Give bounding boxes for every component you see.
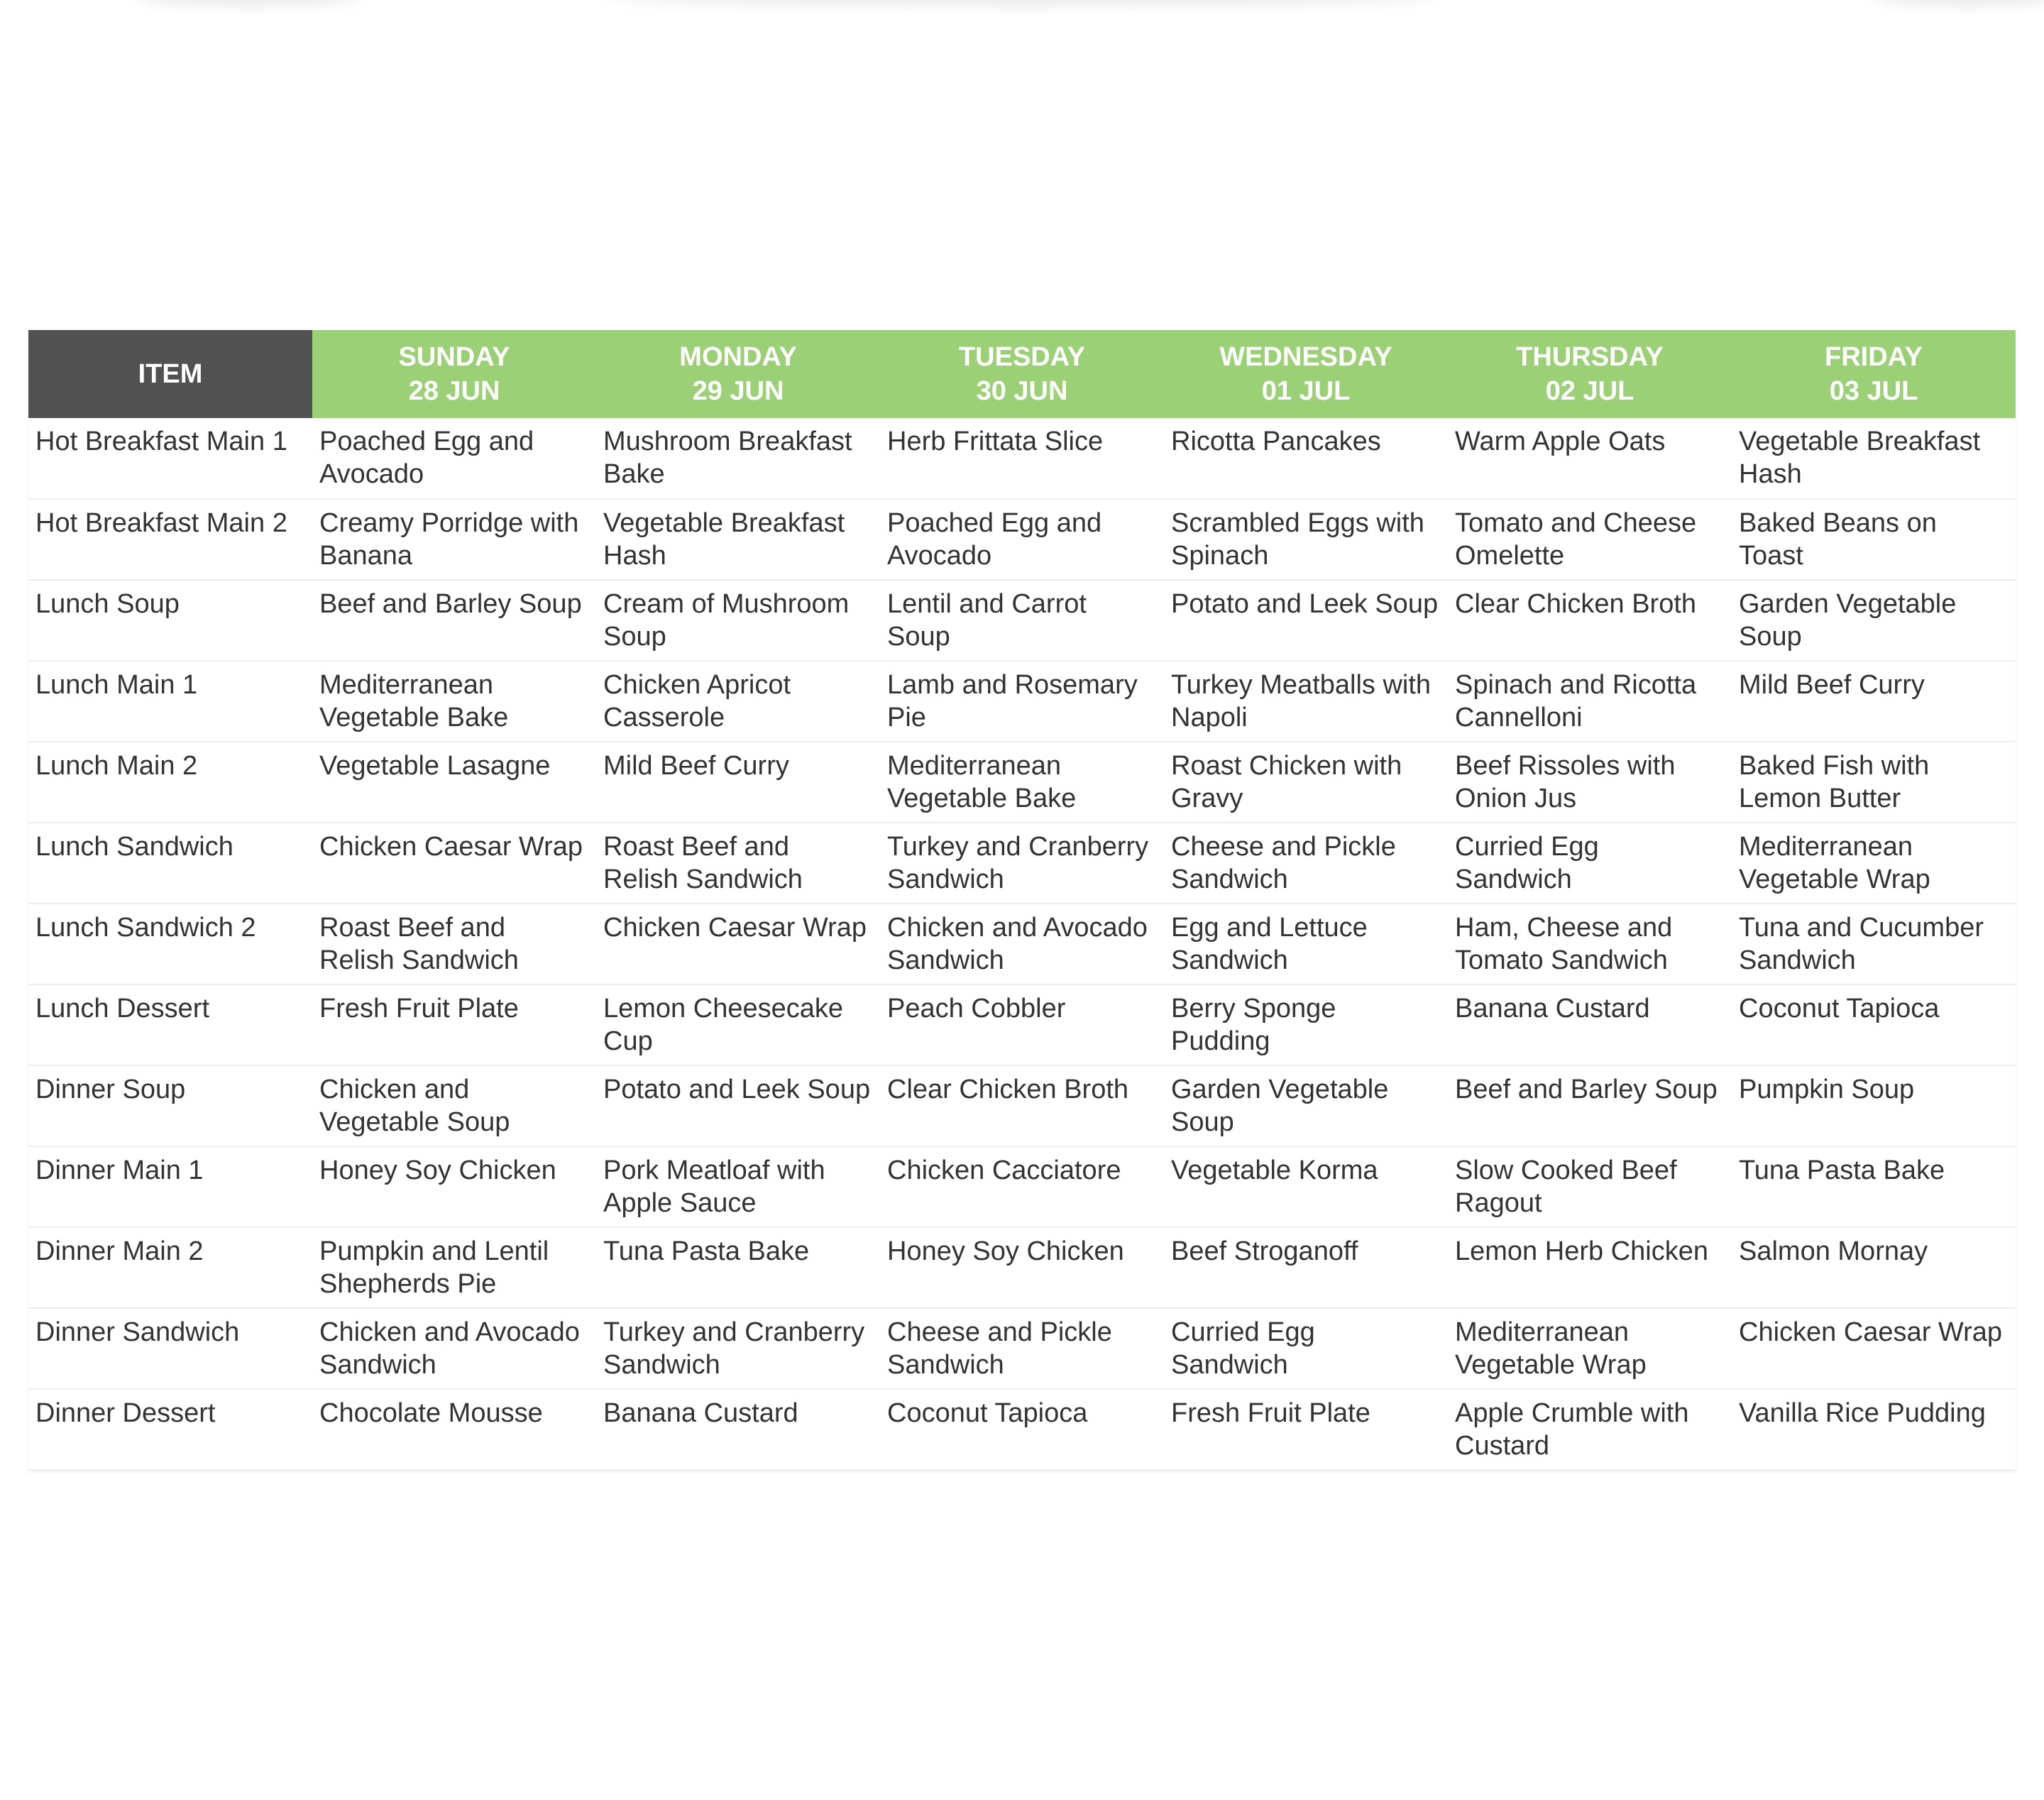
table-row xyxy=(28,499,2016,580)
menu-cell: Pumpkin Soup xyxy=(1732,1065,2016,1146)
menu-cell: Egg and Lettuce Sandwich xyxy=(1164,904,1448,984)
menu-cell: Chicken Caesar Wrap xyxy=(312,823,596,904)
table-row xyxy=(28,904,2016,984)
day-header-sunday xyxy=(312,330,596,418)
menu-cell: Herb Frittata Slice xyxy=(887,427,1104,456)
table-row xyxy=(28,984,2016,1065)
menu-cell: Salmon Mornay xyxy=(1732,1227,2016,1308)
menu-cell: Fresh Fruit Plate xyxy=(1164,1389,1448,1470)
menu-cell: Lemon Cheesecake Cup xyxy=(596,984,880,1065)
row-item-label: Dinner Soup xyxy=(28,1065,312,1146)
menu-cell: Honey Soy Chicken xyxy=(880,1227,1164,1308)
day-name: TUESDAY xyxy=(958,342,1086,372)
menu-cell: Mediterranean Vegetable Wrap xyxy=(1448,1308,1732,1389)
menu-cell: Beef Stroganoff xyxy=(1164,1227,1448,1308)
table-row xyxy=(28,1146,2016,1227)
menu-cell: Spinach and Ricotta Cannelloni xyxy=(1448,661,1732,742)
menu-cell: Turkey and Cranberry Sandwich xyxy=(596,1308,880,1389)
table-row xyxy=(28,661,2016,742)
menu-cell: Chicken and Vegetable Soup xyxy=(312,1065,596,1146)
menu-cell: Ham, Cheese and Tomato Sandwich xyxy=(1448,904,1732,984)
weekly-menu-table-container xyxy=(28,330,2016,1471)
table-row xyxy=(28,823,2016,904)
menu-cell: Berry Sponge Pudding xyxy=(1164,984,1448,1065)
menu-cell: Chicken Cacciatore xyxy=(880,1146,1164,1227)
menu-cell: Ricotta Pancakes xyxy=(1171,427,1381,456)
menu-cell: Banana Custard xyxy=(1448,984,1732,1065)
menu-cell: Chicken and Avocado Sandwich xyxy=(880,904,1164,984)
menu-cell: Lemon Herb Chicken xyxy=(1448,1227,1732,1308)
menu-cell: Mild Beef Curry xyxy=(1732,661,2016,742)
row-item-label: Dinner Main 1 xyxy=(28,1146,312,1227)
menu-cell: Chicken Caesar Wrap xyxy=(1732,1308,2016,1389)
day-date: 30 JUN xyxy=(976,376,1068,406)
menu-cell: Curried Egg Sandwich xyxy=(1164,1308,1448,1389)
menu-cell: Lentil and Carrot Soup xyxy=(880,580,1164,661)
day-name: MONDAY xyxy=(679,342,797,372)
menu-cell: Roast Chicken with Gravy xyxy=(1164,742,1448,823)
table-row xyxy=(28,1227,2016,1308)
menu-cell: Fresh Fruit Plate xyxy=(312,984,596,1065)
menu-table-body xyxy=(28,418,2016,1470)
menu-cell: Curried Egg Sandwich xyxy=(1448,823,1732,904)
menu-cell: Peach Cobbler xyxy=(880,984,1164,1065)
day-name: SUNDAY xyxy=(398,342,510,372)
menu-cell: Turkey Meatballs with Napoli xyxy=(1164,661,1448,742)
table-row xyxy=(28,742,2016,823)
menu-cell: Tuna Pasta Bake xyxy=(596,1227,880,1308)
menu-cell: Scrambled Eggs with Spinach xyxy=(1164,499,1448,580)
menu-cell: Chocolate Mousse xyxy=(312,1389,596,1470)
menu-cell: Tuna Pasta Bake xyxy=(1732,1146,2016,1227)
row-item-label: Hot Breakfast Main 1 xyxy=(35,427,287,456)
row-item-label: Lunch Main 1 xyxy=(28,661,312,742)
menu-cell: Poached Egg and Avocado xyxy=(319,427,534,489)
menu-cell: Potato and Leek Soup xyxy=(596,1065,880,1146)
menu-cell: Garden Vegetable Soup xyxy=(1732,580,2016,661)
table-row xyxy=(28,1389,2016,1470)
menu-cell: Turkey and Cranberry Sandwich xyxy=(880,823,1164,904)
menu-cell: Vegetable Breakfast Hash xyxy=(596,499,880,580)
menu-cell: Clear Chicken Broth xyxy=(880,1065,1164,1146)
day-header-monday xyxy=(596,330,880,418)
day-date: 29 JUN xyxy=(692,376,784,406)
menu-cell: Apple Crumble with Custard xyxy=(1448,1389,1732,1470)
day-name: THURSDAY xyxy=(1516,342,1664,372)
day-name: FRIDAY xyxy=(1825,342,1923,372)
day-header-wednesday xyxy=(1164,330,1448,418)
weekly-menu-table xyxy=(28,330,2016,1471)
menu-cell: Poached Egg and Avocado xyxy=(880,499,1164,580)
menu-cell: Mediterranean Vegetable Bake xyxy=(312,661,596,742)
menu-cell: Pumpkin and Lentil Shepherds Pie xyxy=(312,1227,596,1308)
menu-cell: Creamy Porridge with Banana xyxy=(312,499,596,580)
table-row xyxy=(28,580,2016,661)
row-item-label: Lunch Sandwich xyxy=(28,823,312,904)
row-item-label: Lunch Main 2 xyxy=(28,742,312,823)
menu-cell: Garden Vegetable Soup xyxy=(1164,1065,1448,1146)
menu-cell: Potato and Leek Soup xyxy=(1164,580,1448,661)
menu-cell: Cheese and Pickle Sandwich xyxy=(880,1308,1164,1389)
row-item-label: Dinner Dessert xyxy=(28,1389,312,1470)
menu-cell: Baked Fish with Lemon Butter xyxy=(1732,742,2016,823)
menu-cell: Lamb and Rosemary Pie xyxy=(880,661,1164,742)
menu-cell: Chicken Apricot Casserole xyxy=(596,661,880,742)
day-header-thursday xyxy=(1448,330,1732,418)
header-row xyxy=(28,330,2016,418)
day-header-friday xyxy=(1732,330,2016,418)
menu-cell: Tuna and Cucumber Sandwich xyxy=(1732,904,2016,984)
menu-cell: Slow Cooked Beef Ragout xyxy=(1448,1146,1732,1227)
menu-cell: Honey Soy Chicken xyxy=(312,1146,596,1227)
menu-cell: Coconut Tapioca xyxy=(1732,984,2016,1065)
menu-cell: Vegetable Korma xyxy=(1164,1146,1448,1227)
row-item-label: Dinner Main 2 xyxy=(28,1227,312,1308)
menu-cell: Clear Chicken Broth xyxy=(1448,580,1732,661)
table-row xyxy=(28,1308,2016,1389)
menu-cell: Baked Beans on Toast xyxy=(1732,499,2016,580)
menu-cell: Coconut Tapioca xyxy=(880,1389,1164,1470)
day-date: 03 JUL xyxy=(1829,376,1918,406)
menu-cell: Mediterranean Vegetable Bake xyxy=(880,742,1164,823)
row-item-label: Lunch Soup xyxy=(28,580,312,661)
menu-cell: Beef and Barley Soup xyxy=(1448,1065,1732,1146)
row-item-label: Lunch Sandwich 2 xyxy=(28,904,312,984)
menu-cell: Vegetable Breakfast Hash xyxy=(1739,427,1981,489)
menu-cell: Tomato and Cheese Omelette xyxy=(1448,499,1732,580)
day-date: 01 JUL xyxy=(1261,376,1351,406)
menu-cell: Cream of Mushroom Soup xyxy=(596,580,880,661)
menu-cell: Warm Apple Oats xyxy=(1455,427,1666,456)
menu-cell: Beef Rissoles with Onion Jus xyxy=(1448,742,1732,823)
menu-cell: Beef and Barley Soup xyxy=(312,580,596,661)
menu-cell: Mushroom Breakfast Bake xyxy=(603,427,852,489)
menu-cell: Pork Meatloaf with Apple Sauce xyxy=(596,1146,880,1227)
menu-cell: Mediterranean Vegetable Wrap xyxy=(1732,823,2016,904)
menu-cell: Cheese and Pickle Sandwich xyxy=(1164,823,1448,904)
day-date: 02 JUL xyxy=(1545,376,1634,406)
menu-cell: Mild Beef Curry xyxy=(596,742,880,823)
row-item-label: Hot Breakfast Main 2 xyxy=(28,499,312,580)
menu-cell: Chicken and Avocado Sandwich xyxy=(312,1308,596,1389)
menu-cell: Vegetable Lasagne xyxy=(312,742,596,823)
day-header-tuesday xyxy=(880,330,1164,418)
menu-cell: Roast Beef and Relish Sandwich xyxy=(596,823,880,904)
row-item-label: Lunch Dessert xyxy=(28,984,312,1065)
table-row xyxy=(28,418,2016,499)
day-name: WEDNESDAY xyxy=(1219,342,1392,372)
menu-cell: Banana Custard xyxy=(596,1389,880,1470)
menu-table-header xyxy=(28,330,2016,418)
table-row xyxy=(28,1065,2016,1146)
menu-cell: Vanilla Rice Pudding xyxy=(1732,1389,2016,1470)
row-item-label: Dinner Sandwich xyxy=(28,1308,312,1389)
item-column-header: ITEM xyxy=(28,330,312,418)
day-date: 28 JUN xyxy=(408,376,500,406)
menu-cell: Chicken Caesar Wrap xyxy=(596,904,880,984)
menu-cell: Roast Beef and Relish Sandwich xyxy=(312,904,596,984)
